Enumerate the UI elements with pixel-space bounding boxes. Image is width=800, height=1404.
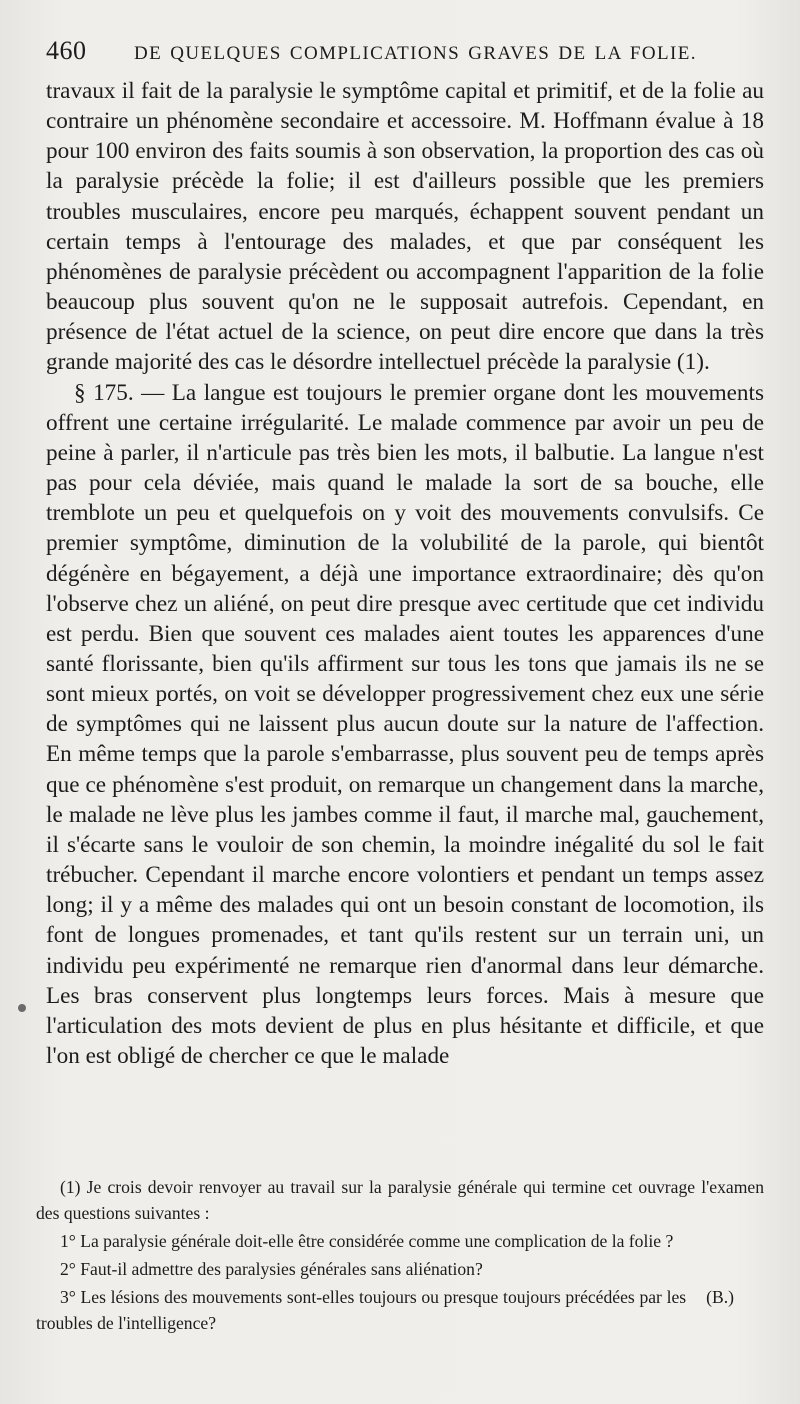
footnote-signature: (B.) [706, 1287, 734, 1307]
footnote-intro: (1) Je crois devoir renvoyer au travail sur la paralysie générale qui termine cet ouvrage l'examen des questions suivantes : [36, 1177, 764, 1223]
page-number: 460 [46, 36, 87, 65]
running-head: DE QUELQUES COMPLICATIONS GRAVES DE LA FOLIE. [134, 43, 697, 64]
paragraph-continuation: travaux il fait de la paralysie le symptôme capital et primitif, et de la folie au contraire un phénomène secondaire et accessoire. M. Hoffmann évalue à 18 pour 100 environ des faits soumis à son observation, la proportion des cas où la paralysie précède la folie; il est d'ailleurs possible que les premiers troubles musculaires, encore peu marqués, échappent souvent pendant un certain temps à l'entourage des malades, et que par conséquent les phénomènes de paralysie précèdent ou accompagnent l'apparition de la folie beaucoup plus souvent qu'on ne le supposait autrefois. Cependant, en présence de l'état actuel de la science, on peut dire encore que dans la très grande majorité des cas le désordre intellectuel précède la paralysie (1). [46, 78, 764, 376]
main-text [46, 76, 764, 1071]
footnote-question-3: 3° Les lésions des mouvements sont-elles toujours ou presque toujours précédées par les troubles de l'intelligence? [36, 1287, 687, 1333]
footnote-question-2: 2° Faut-il admettre des paralysies générales sans aliénation? [60, 1259, 483, 1279]
footnotes [36, 1174, 764, 1338]
page-header [46, 36, 760, 66]
footnote-question-3-row [36, 1284, 764, 1336]
paragraph-section-175: § 175. — La langue est toujours le premier organe dont les mouvements offrent une certaine irrégularité. Le malade commence par avoir un peu de peine à parler, il n'articule pas très bien les mots, il balbutie. La langue n'est pas pour cela déviée, mais quand le malade la sort de sa bouche, elle tremblote un peu et quelquefois on y voit des mouvements convulsifs. Ce premier symptôme, diminution de la volubilité de la parole, qui bientôt dégénère en bégayement, a déjà une importance extraordinaire; dès qu'on l'observe chez un aliéné, on peut dire presque avec certitude que cet individu est perdu. Bien que souvent ces malades aient toutes les apparences d'une santé florissante, bien qu'ils affirment sur tous les tons que jamais ils ne se sont mieux portés, on voit se développer progressivement chez eux une série de symptômes qui ne laissent plus aucun doute sur la nature de l'affection. En même temps que la parole s'embarrasse, plus souvent peu de temps après que ce phénomène s'est produit, on remarque un changement dans la marche, le malade ne lève plus les jambes comme il faut, il marche mal, gauchement, il s'écarte sans le vouloir de son chemin, la moindre inégalité du sol le fait trébucher. Cependant il marche encore volontiers et pendant un temps assez long; il y a même des malades qui ont un besoin constant de locomotion, ils font de longues promenades, et tant qu'ils restent sur un terrain uni, un individu peu expérimenté ne remarque rien d'anormal dans leur démarche. Les bras conservent plus longtemps leurs forces. Mais à mesure que l'articulation des mots devient de plus en plus hésitante et difficile, et que l'on est obligé de chercher ce que le malade [46, 379, 764, 1069]
margin-dot-mark [18, 1004, 26, 1012]
footnote-question-1: 1° La paralysie générale doit-elle être considérée comme une complication de la folie ? [60, 1231, 674, 1251]
